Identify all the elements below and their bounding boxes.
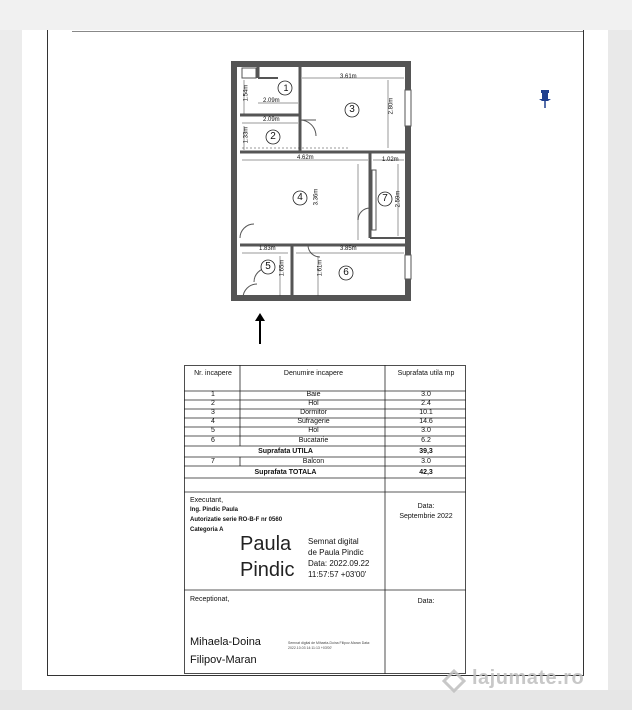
bottom-strip: [0, 690, 632, 710]
room-number: 5: [265, 261, 271, 272]
row-area: 10.1: [419, 409, 433, 416]
dim-label: 3.36m: [313, 188, 320, 206]
room-number: 1: [283, 83, 289, 93]
room-number: 3: [349, 104, 355, 115]
executant-category: Categoria A: [190, 527, 224, 533]
executant-authorization: Autorizatie serie RO-B-F nr 0560: [190, 517, 283, 523]
executant-date-label: Data:: [417, 503, 435, 510]
room-number: 2: [270, 131, 276, 142]
useful-area-label: Suprafata UTILA: [258, 448, 313, 455]
room-number: 7: [382, 193, 388, 204]
row-area: 3.0: [421, 427, 431, 434]
row-area: 3.0: [421, 391, 431, 398]
right-margin: [608, 30, 632, 690]
row-nr: 5: [211, 427, 215, 434]
row-nr: 4: [211, 418, 215, 425]
dim-label: 2.59m: [395, 190, 402, 208]
dim-label: 3.61m: [340, 74, 357, 80]
total-area-value: 42,3: [419, 469, 433, 476]
receptionat-date-label: Data:: [417, 598, 435, 605]
receptionat-name-1: Mihaela-Doina: [190, 636, 261, 648]
room-number: 4: [297, 192, 303, 203]
row-name: Bucatarie: [298, 437, 329, 444]
dim-label: 3.85m: [340, 246, 357, 252]
dim-label: 2.80m: [388, 97, 395, 115]
signature-line: Semnat digital: [308, 537, 359, 546]
row-area: 14.6: [419, 418, 433, 425]
table-header-name: Denumire incapere: [283, 370, 344, 377]
watermark-icon: [440, 665, 470, 695]
dim-label: 1.61m: [317, 259, 324, 277]
executant-name: Ing. Pindic Paula: [190, 507, 239, 513]
dim-label: 1.65m: [279, 259, 286, 277]
entry-arrow-icon: [254, 313, 266, 345]
signature-name-1: Paula: [240, 533, 292, 555]
row-name: Balcon: [302, 458, 325, 465]
dim-label: 2.09m: [263, 117, 280, 123]
row-nr: 1: [211, 391, 215, 398]
signature-line: de Paula Pindic: [308, 548, 364, 557]
dim-label: 2.09m: [263, 98, 280, 104]
dim-label: 4.62m: [297, 155, 314, 161]
row-name: Hol: [308, 427, 319, 434]
row-area: 6.2: [421, 437, 431, 444]
row-name: Baie: [306, 391, 321, 398]
watermark-text: lajumate.ro: [472, 667, 585, 689]
signature-name-2: Pindic: [240, 559, 295, 581]
executant-date-value: Septembrie 2022: [399, 513, 453, 520]
signature-line: 11:57:57 +03'00': [308, 570, 367, 579]
total-area-label: Suprafata TOTALA: [254, 469, 317, 476]
dim-label: 1.83m: [259, 246, 276, 252]
receptionat-name-2: Filipov-Maran: [190, 654, 257, 666]
table-header-nr: Nr. incapere: [194, 370, 232, 377]
row-nr: 7: [211, 458, 215, 465]
table-header-area: Suprafata utila mp: [397, 370, 455, 377]
row-nr: 3: [211, 409, 215, 416]
row-nr: 6: [211, 437, 215, 444]
signature-line: Data: 2022.09.22: [308, 559, 370, 568]
row-nr: 2: [211, 400, 215, 407]
row-area: 2.4: [421, 400, 431, 407]
row-area: 3.0: [421, 458, 431, 465]
useful-area-value: 39,3: [419, 448, 433, 455]
left-margin: [0, 30, 22, 690]
receptionat-signature-small: Semnat digital de Mihaela-Doina Filipov-Maran Data: 2022.10.03 14:11:13 +03'00': [288, 641, 371, 650]
room-number: 6: [343, 267, 349, 278]
row-name: Hol: [308, 400, 319, 407]
receptionat-label: Receptionat,: [190, 596, 230, 603]
row-name: Dormitor: [300, 409, 327, 416]
page-left-border: [47, 30, 48, 675]
page-top-line: [72, 31, 584, 32]
dim-label: 1.33m: [243, 126, 250, 144]
dim-label: 1.54m: [243, 84, 250, 102]
page-right-border: [583, 30, 584, 675]
dim-label: 1.02m: [382, 157, 399, 163]
executant-label: Executant,: [190, 497, 224, 504]
pin-icon[interactable]: [538, 89, 552, 109]
row-name: Sufragerie: [297, 418, 330, 425]
